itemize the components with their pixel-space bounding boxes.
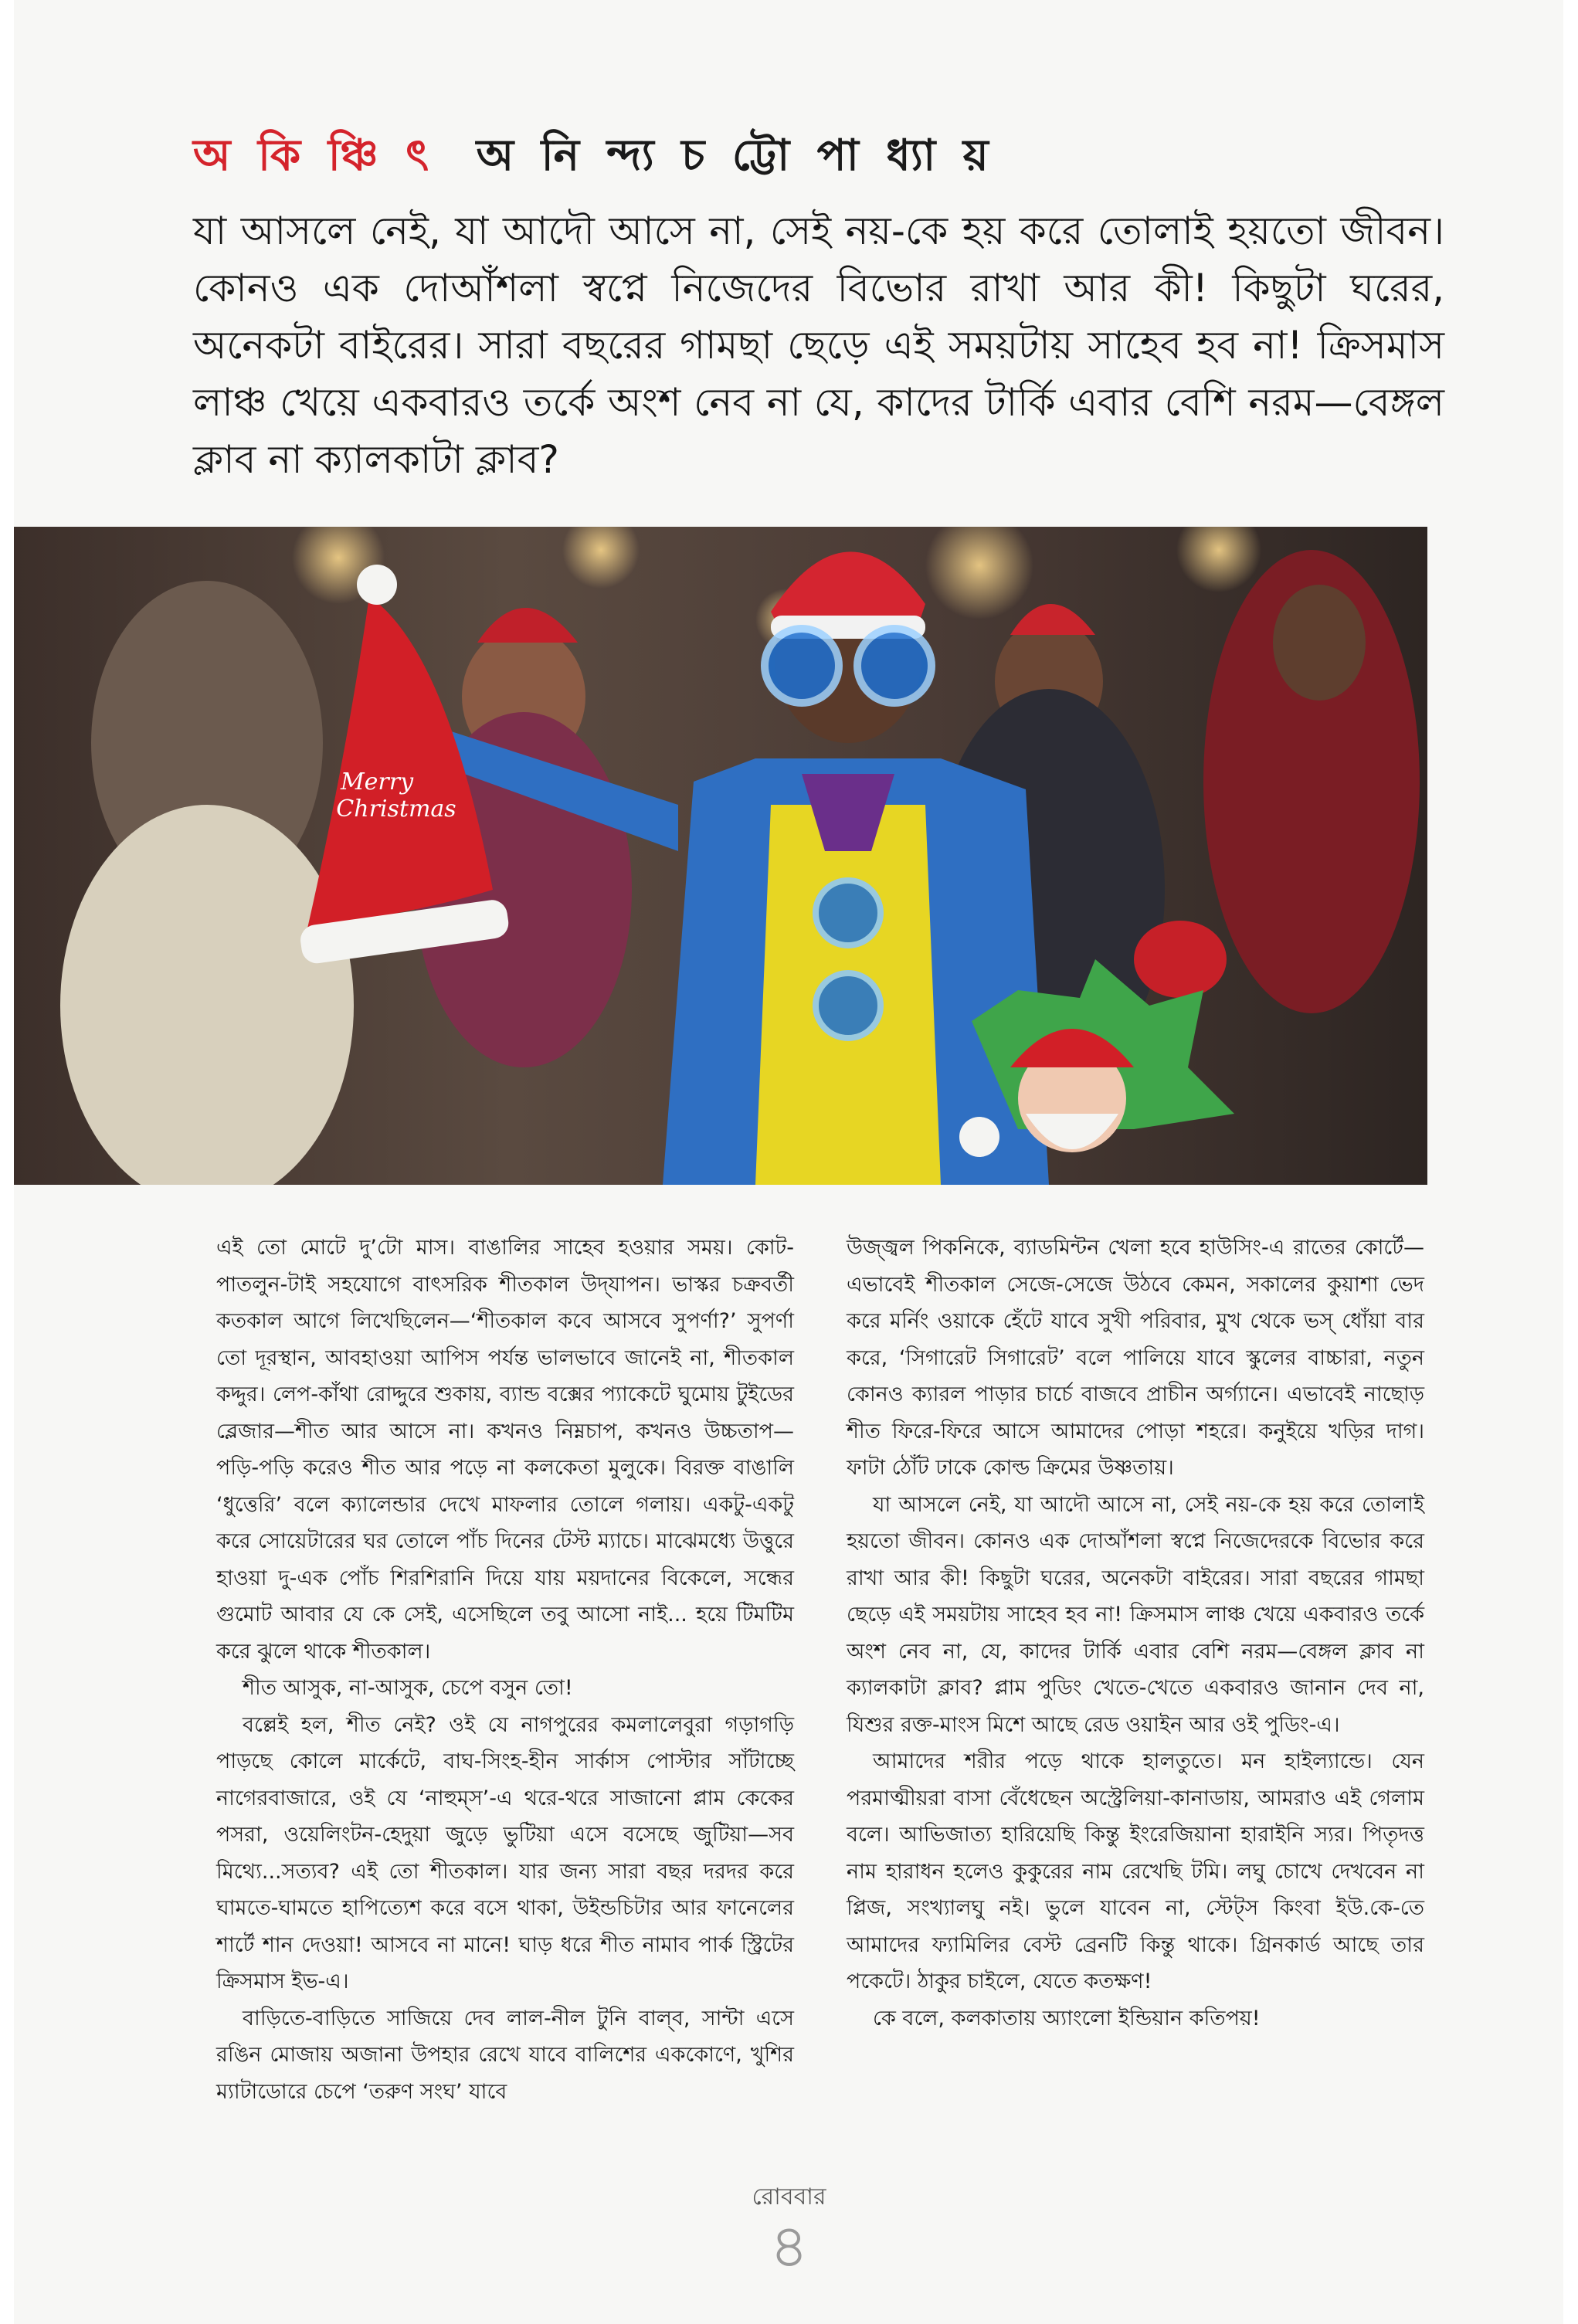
photo-illustration — [14, 527, 1427, 1185]
street-vendor-photo — [14, 527, 1427, 1185]
body-paragraph: বল্লেই হল, শীত নেই? ওই যে নাগপুরের কমলালেবুরা গড়াগড়ি পাড়ছে কোলে মার্কেটে, বাঘ-সিংহ-হীন সার্কাস পোস্টার সাঁটাচ্ছে নাগেরবাজারে, ওই যে ‘নাহুম্স’-এ থরে-থরে সাজানো প্লাম কেকের পসরা, ওয়েলিংটন-হেদুয়া জুড়ে ভুটিয়া এসে বসেছে জুটিয়া—সব মিথ্যে...সত্যব? এই তো শীতকাল। যার জন্য সারা বছর দরদর করে ঘামতে-ঘামতে হাপিত্যেশ করে বসে থাকা, উইন্ডচিটার আর ফানেলের শার্টে শান দেওয়া! আসবে না মানে! ঘাড় ধরে শীত নামাব পার্ক স্ট্রিটের ক্রিসমাস ইভ-এ। — [216, 1712, 794, 1993]
body-paragraph: এই তো মোটে দু’টো মাস। বাঙালির সাহেব হওয়ার সময়। কোট-পাতলুন-টাই সহযোগে বাৎসরিক শীতকাল উদ্‌যাপন। ভাস্কর চক্রবর্তী কতকাল আগে লিখেছিলেন—‘শীতকাল কবে আসবে সুপর্ণা?’ সুপর্ণা তো দূরস্থান, আবহাওয়া আপিস পর্যন্ত ভালভাবে জানেই না, শীতকাল কদ্দুর। লেপ-কাঁথা রোদ্দুরে শুকায়, ব্যান্ড বক্সের প্যাকেটে ঘুমোয় টুইডের ব্লেজার—শীত আর আসে না। কখনও নিম্নচাপ, কখনও উচ্চতাপ—পড়ি-পড়ি করেও শীত আর পড়ে না কলকেতা মুলুকে। বিরক্ত বাঙালি ‘ধুত্তেরি’ বলে ক্যালেন্ডার দেখে মাফলার তোলে গলায়। একটু-একটু করে সোয়েটারের ঘর তোলে পাঁচ দিনের টেস্ট ম্যাচে। মাঝেমধ্যে উত্তুরে হাওয়া দু-এক পোঁচ শিরশিরানি দিয়ে যায় ময়দানের বিকেলে, সন্ধের গুমোট আবার যে কে সেই, এসেছিলে তবু আসো নাই... হয়ে টিমটিম করে ঝুলে থাকে শীতকাল। — [216, 1236, 794, 1664]
byline — [193, 122, 995, 195]
magazine-page — [14, 0, 1563, 2324]
body-paragraph: যা আসলে নেই, যা আদৌ আসে না, সেই নয়-কে হয় করে তোলাই হয়তো জীবন। কোনও এক দোআঁশলা স্বপ্নে নিজেদেরকে বিভোর করে রাখা আর কী! কিছুটা ঘরের, অনেকটা বাইরের। সারা বছরের গামছা ছেড়ে এই সময়টায় সাহেব হব না! ক্রিসমাস লাঞ্চ খেয়ে একবারও তর্কে অংশ নেব না, যে, কাদের টার্কি এবার বেশি নরম—বেঙ্গল ক্লাব না ক্যালকাটা ক্লাব? প্লাম পুডিং খেতে-খেতে একবারও জানান দেব না, যিশুর রক্ত-মাংস মিশে আছে রেড ওয়াইন আর ওই পুডিং-এ। — [847, 1492, 1424, 1737]
hat-text-merry: Merry — [340, 768, 414, 796]
body-column-left — [216, 1230, 794, 2110]
standfirst-text: যা আসলে নেই, যা আদৌ আসে না, সেই নয়-কে হয় করে তোলাই হয়তো জীবন। কোনও এক দোআঁশলা স্বপ্নে নিজেদের বিভোর রাখা আর কী! কিছুটা ঘরের, অনেকটা বাইরের। সারা বছরের গামছা ছেড়ে এই সময়টায় সাহেব হব না! ক্রিসমাস লাঞ্চ খেয়ে একবারও তর্কে অংশ নেব না যে, কাদের টার্কি এবার বেশি নরম—বেঙ্গল ক্লাব না ক্যালকাটা ক্লাব? — [193, 209, 1444, 482]
body-column-right — [847, 1230, 1424, 2037]
body-paragraph: কে বলে, কলকাতায় অ্যাংলো ইন্ডিয়ান কতিপয়! — [873, 2006, 1261, 2031]
hat-text-christmas: Christmas — [336, 796, 456, 823]
magazine-name: রোববার — [752, 2183, 826, 2210]
standfirst — [193, 202, 1444, 490]
body-paragraph: শীত আসুক, না-আসুক, চেপে বসুন তো! — [243, 1676, 573, 1700]
page-edge — [1564, 0, 1578, 2324]
column-series-title: অ কি ঞ্চি ৎ — [193, 131, 436, 181]
body-paragraph: আমাদের শরীর পড়ে থাকে হালতুতে। মন হাইল্যান্ডে। যেন পরমাত্মীয়রা বাসা বেঁধেছেন অস্ট্রেলিয়া-কানাডায়, আমরাও এই গেলাম বলে। আভিজাত্য হারিয়েছি কিন্তু ইংরেজিয়ানা হারাইনি স্যর। পিতৃদত্ত নাম হারাধন হলেও কুকুরের নাম রেখেছি টমি। লঘু চোখে দেখবেন না প্লিজ, সংখ্যালঘু নই। ভুলে যাবেন না, স্টেট্‌স কিংবা ইউ.কে-তে আমাদের ফ্যামিলির বেস্ট ব্রেনটি কিন্তু থাকে। গ্রিনকার্ড আছে তার পকেটে। ঠাকুর চাইলে, যেতে কতক্ষণ! — [847, 1749, 1424, 1993]
body-paragraph: বাড়িতে-বাড়িতে সাজিয়ে দেব লাল-নীল টুনি বাল্‌ব, সান্টা এসে রঙিন মোজায় অজানা উপহার রেখে যাবে বালিশের এককোণে, খুশির ম্যাটাডোরে চেপে ‘তরুণ সংঘ’ যাবে — [216, 2006, 794, 2104]
page-number: ৪ — [769, 2212, 809, 2282]
body-paragraph: উজ্জ্বল পিকনিকে, ব্যাডমিন্টন খেলা হবে হাউসিং-এ রাতের কোর্টে—এভাবেই শীতকাল সেজে-সেজে উঠবে কেমন, সকালের কুয়াশা ভেদ করে মর্নিং ওয়াকে হেঁটে যাবে সুখী পরিবার, মুখ থেকে ভস্‌ ধোঁয়া বার করে, ‘সিগারেট সিগারেট’ বলে পালিয়ে যাবে স্কুলের বাচ্চারা, নতুন কোনও ক্যারল পাড়ার চার্চে বাজবে প্রাচীন অর্গ্যানে। এভাবেই নাছোড় শীত ফিরে-ফিরে আসে আমাদের পোড়া শহরে। কনুইয়ে খড়ির দাগ। ফাটা ঠোঁট ঢাকে কোল্ড ক্রিমের উষ্ণতায়। — [847, 1236, 1424, 1480]
author-name: অ নি ন্দ্য চ ট্টো পা ধ্যা য় — [476, 131, 995, 181]
